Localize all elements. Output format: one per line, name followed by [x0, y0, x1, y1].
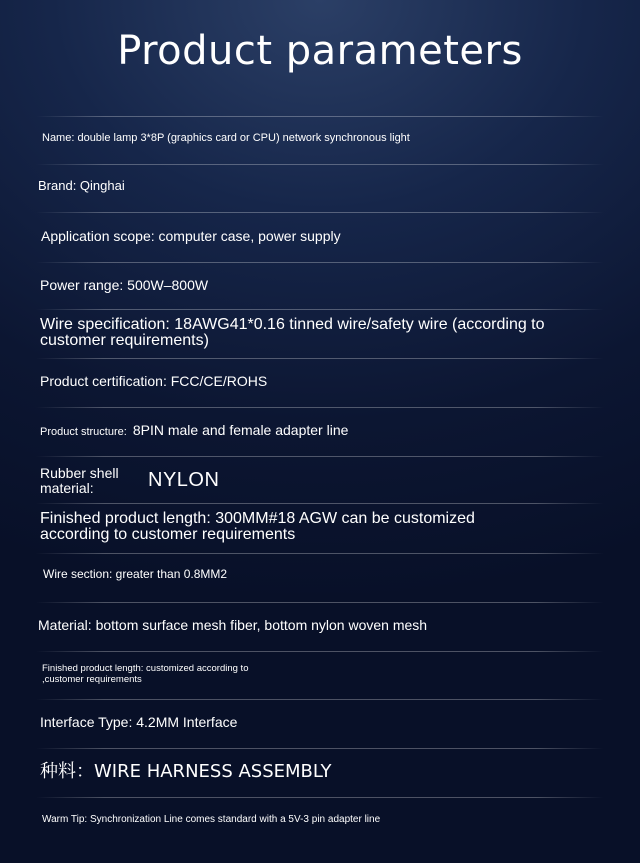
- divider: [36, 797, 604, 798]
- param-power: Power range: 500W–800W: [40, 277, 209, 293]
- divider: [36, 407, 604, 408]
- divider: [36, 262, 604, 263]
- divider: [36, 503, 604, 504]
- divider: [36, 748, 604, 749]
- param-length: Finished product length: 300MM#18 AGW can be customized according to customer requirements: [40, 510, 475, 544]
- divider: [36, 602, 604, 603]
- rubber-shell-value: NYLON: [148, 469, 220, 491]
- param-wire-spec: Wire specification: 18AWG41*0.16 tinned wire/safety wire (according to customer requirements): [40, 316, 545, 350]
- page-title: Product parameters: [117, 28, 523, 74]
- divider: [36, 553, 604, 554]
- divider: [36, 116, 604, 117]
- divider: [36, 456, 604, 457]
- param-structure: [40, 422, 580, 440]
- divider: [36, 651, 604, 652]
- param-interface: Interface Type: 4.2MM Interface: [40, 714, 238, 730]
- param-scope: Application scope: computer case, power supply: [41, 228, 341, 244]
- param-brand: Brand: Qinghai: [38, 178, 125, 193]
- structure-label: Product structure:: [40, 426, 127, 438]
- warm-tip: Warm Tip: Synchronization Line comes standard with a 5V-3 pin adapter line: [42, 814, 381, 825]
- param-certification: Product certification: FCC/CE/ROHS: [40, 373, 268, 389]
- divider: [36, 358, 604, 359]
- param-material: Material: bottom surface mesh fiber, bottom nylon woven mesh: [38, 617, 428, 633]
- param-name: Name: double lamp 3*8P (graphics card or CPU) network synchronous light: [42, 132, 410, 144]
- divider: [36, 309, 604, 310]
- structure-value: 8PIN male and female adapter line: [132, 422, 349, 438]
- param-wire-section: Wire section: greater than 0.8MM2: [43, 567, 228, 581]
- param-length-custom: Finished product length: customized according to ,customer requirements: [42, 663, 249, 685]
- rubber-shell-label: Rubber shell material:: [40, 465, 119, 497]
- divider: [36, 699, 604, 700]
- param-type: 种料：WIRE HARNESS ASSEMBLY: [40, 761, 332, 782]
- divider: [36, 212, 604, 213]
- divider: [36, 164, 604, 165]
